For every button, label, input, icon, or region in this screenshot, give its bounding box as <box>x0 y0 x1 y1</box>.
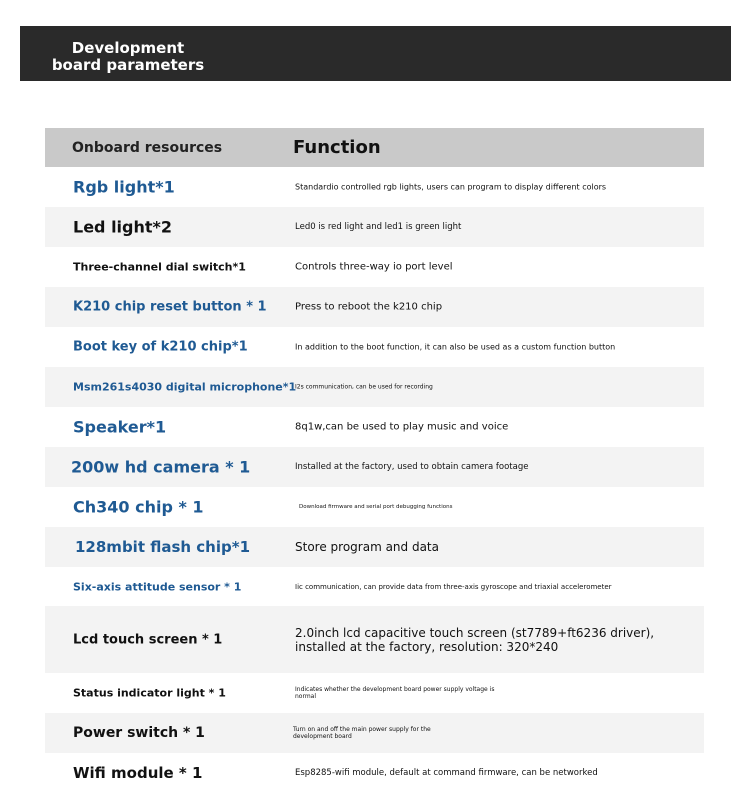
resource-cell: Msm261s4030 digital microphone*1 <box>73 380 297 394</box>
resource-cell: Wifi module * 1 <box>73 764 203 782</box>
function-cell: Press to reboot the k210 chip <box>295 301 443 313</box>
table-row <box>45 487 704 527</box>
page-title: Development board parameters <box>51 39 205 74</box>
function-cell: Installed at the factory, used to obtain camera footage <box>295 462 529 472</box>
resource-cell: K210 chip reset button * 1 <box>73 299 267 315</box>
table-header-row <box>45 128 704 167</box>
table-row <box>45 567 704 606</box>
table-row <box>45 407 704 447</box>
resource-cell: Lcd touch screen * 1 <box>73 632 223 647</box>
function-cell: Iic communication, can provide data from three-axis gyroscope and triaxial accelerometer <box>295 582 612 591</box>
table-row <box>45 527 704 567</box>
resource-cell: Ch340 chip * 1 <box>73 497 204 517</box>
function-cell: Esp8285-wifi module, default at command firmware, can be networked <box>295 768 598 778</box>
header-function: Function <box>293 137 381 158</box>
resource-cell: Power switch * 1 <box>73 725 205 741</box>
function-cell: Store program and data <box>295 540 439 554</box>
table-row <box>45 247 704 287</box>
function-cell: Turn on and off the main power supply for the development board <box>293 726 431 740</box>
table-row <box>45 673 704 713</box>
function-cell: 2.0inch lcd capacitive touch screen (st7789+ft6236 driver), installed at the factory, resolution: 320*240 <box>295 625 655 654</box>
resource-cell: Speaker*1 <box>73 417 167 437</box>
table-row <box>45 606 704 673</box>
table-row <box>45 753 704 793</box>
table-row <box>45 713 704 753</box>
header-onboard-resources: Onboard resources <box>72 140 223 156</box>
function-cell: Download firmware and serial port debugging functions <box>299 504 453 510</box>
function-cell: In addition to the boot function, it can also be used as a custom function button <box>295 342 616 352</box>
table-row <box>45 367 704 407</box>
resource-cell: Led light*2 <box>73 217 173 237</box>
function-cell: 8q1w,can be used to play music and voice <box>295 421 509 433</box>
resource-cell: 128mbit flash chip*1 <box>75 538 251 556</box>
resource-cell: Status indicator light * 1 <box>73 686 226 700</box>
table-row <box>45 167 704 207</box>
function-cell: Controls three-way io port level <box>295 261 453 273</box>
resource-cell: Six-axis attitude sensor * 1 <box>73 580 242 593</box>
title-banner <box>20 26 731 81</box>
function-cell: Indicates whether the development board power supply voltage is normal <box>295 686 495 700</box>
table-row <box>45 327 704 367</box>
function-cell: Led0 is red light and led1 is green light <box>295 222 462 232</box>
resource-cell: 200w hd camera * 1 <box>71 457 251 477</box>
resource-cell: Boot key of k210 chip*1 <box>73 339 248 355</box>
table-row <box>45 447 704 487</box>
resource-cell: Three-channel dial switch*1 <box>73 260 246 274</box>
table-row <box>45 287 704 327</box>
table-row <box>45 207 704 247</box>
resource-cell: Rgb light*1 <box>73 177 175 197</box>
function-cell: Standardio controlled rgb lights, users can program to display different colors <box>295 182 607 192</box>
function-cell: I2s communication, can be used for recording <box>295 383 433 391</box>
parameters-table <box>45 128 704 793</box>
